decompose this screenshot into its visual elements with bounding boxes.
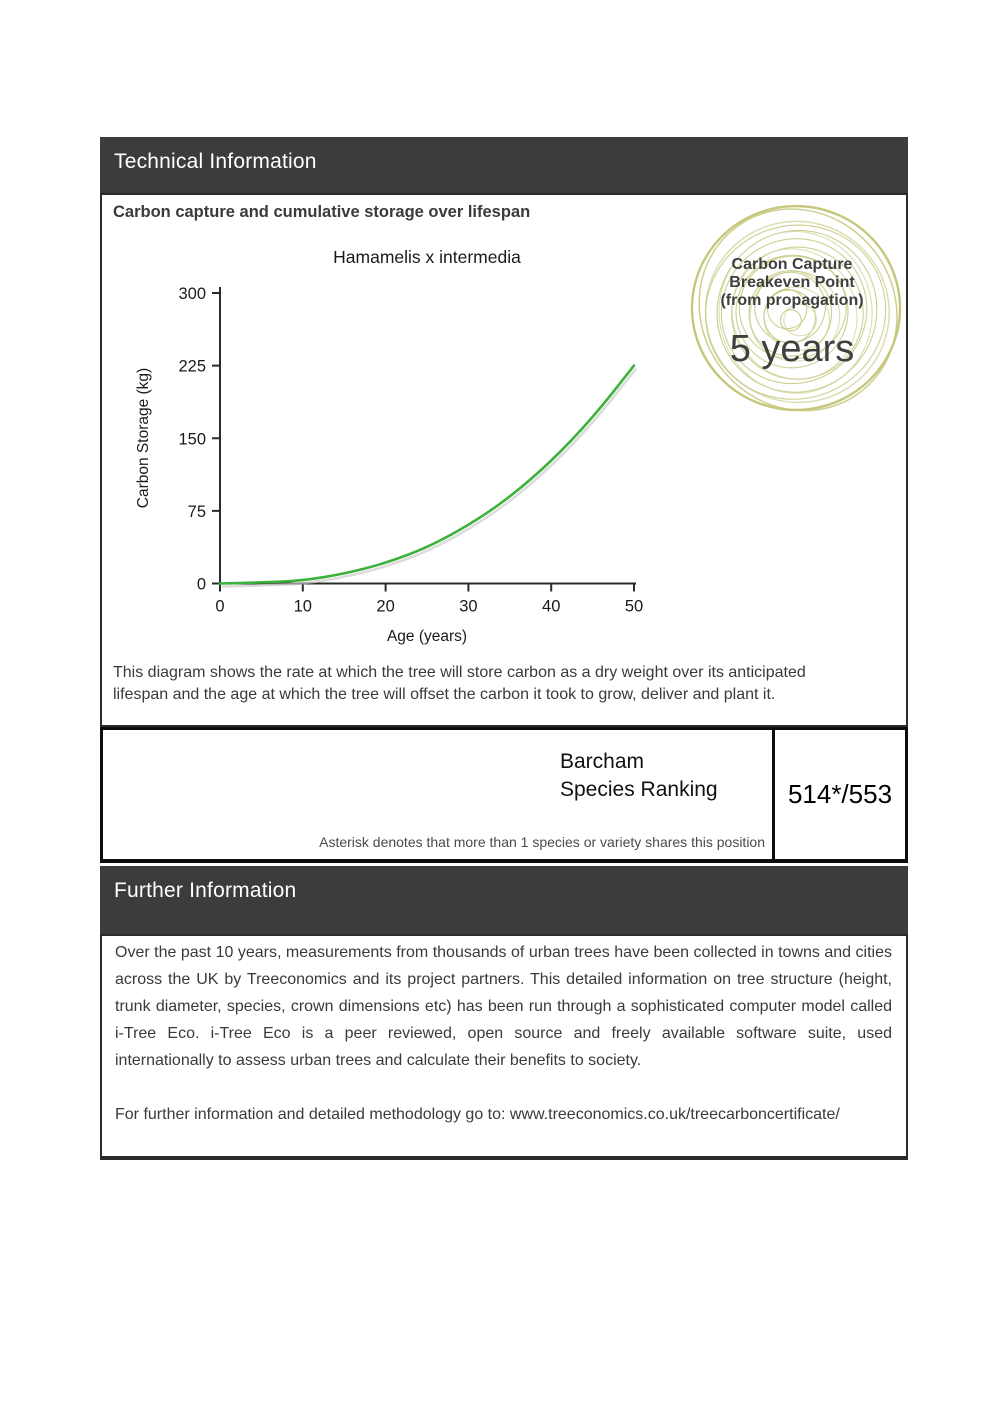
- species-ranking-label: [560, 748, 718, 804]
- svg-text:20: 20: [376, 597, 395, 616]
- svg-text:50: 50: [624, 597, 644, 616]
- tree-rings-badge-icon: [674, 201, 910, 421]
- svg-text:10: 10: [293, 597, 312, 616]
- further-information-title: Further Information: [114, 879, 297, 902]
- carbon-capture-section: [100, 193, 908, 727]
- svg-text:75: 75: [187, 502, 206, 521]
- ranking-label-line2: Species Ranking: [560, 778, 718, 801]
- methodology-link-line: For further information and detailed methodology go to: www.treeconomics.co.uk/treecarboncertificate/: [115, 1106, 840, 1123]
- further-information-section: [100, 934, 908, 1160]
- svg-text:0: 0: [215, 597, 225, 616]
- badge-title-line1: Carbon Capture: [731, 256, 853, 273]
- species-ranking-label-cell: [103, 730, 772, 859]
- further-information-paragraph: Over the past 10 years, measurements from thousands of urban trees have been collected in towns and cities across the UK by Treeconomics and its project partners. This detailed information on tree structure (height, trunk diameter, species, crown dimensions etc) has been run through a sophisticated computer model called i-Tree Eco. i-Tree Eco is a peer reviewed, open source and freely available software suite, used internationally to assess urban trees and calculate their benefits to society.: [115, 944, 892, 1069]
- technical-information-header: [100, 137, 908, 193]
- content-column: [100, 137, 908, 1160]
- svg-text:0: 0: [196, 575, 206, 594]
- badge-title-line2: Breakeven Point: [729, 274, 855, 291]
- species-ranking-value-cell: [772, 730, 905, 859]
- y-axis-label: Carbon Storage (kg): [135, 367, 152, 509]
- breakeven-years-value: 5 years: [729, 328, 855, 370]
- chart-title: Hamamelis x intermedia: [333, 247, 521, 267]
- further-information-header: [100, 866, 908, 934]
- species-ranking-box: [100, 727, 908, 863]
- technical-information-title: Technical Information: [114, 150, 317, 173]
- svg-text:30: 30: [459, 597, 478, 616]
- svg-text:225: 225: [178, 357, 206, 376]
- asterisk-note: Asterisk denotes that more than 1 species or variety shares this position: [319, 834, 765, 850]
- badge-title: [674, 256, 910, 310]
- ranking-label-line1: Barcham: [560, 750, 645, 773]
- svg-text:300: 300: [178, 285, 206, 303]
- x-axis-label: Age (years): [386, 628, 468, 645]
- description-line1: This diagram shows the rate at which the tree will store carbon as a dry weight over its anticipated: [113, 664, 806, 681]
- svg-text:150: 150: [178, 430, 206, 449]
- svg-text:40: 40: [542, 597, 561, 616]
- section-heading: Carbon capture and cumulative storage over lifespan: [113, 203, 531, 221]
- chart-description: [113, 662, 899, 706]
- description-line2: lifespan and the age at which the tree will offset the carbon it took to grow, deliver and plant it.: [113, 686, 776, 703]
- curve-shadow: [222, 369, 636, 587]
- species-ranking-value: 514*/553: [787, 779, 893, 809]
- badge-title-line3: (from propagation): [720, 292, 864, 309]
